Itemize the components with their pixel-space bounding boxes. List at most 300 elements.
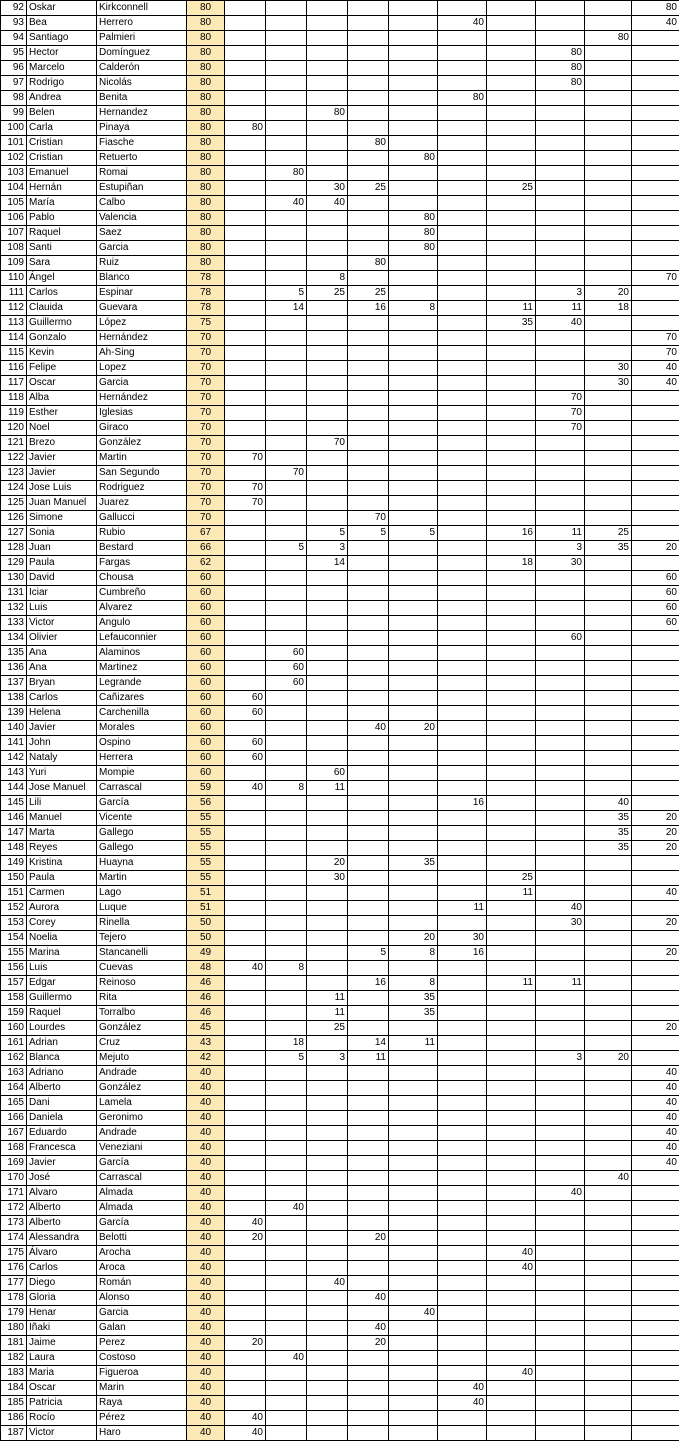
score-cell-4: 40 [348,1321,389,1336]
score-cell-1 [225,241,266,256]
score-cell-7 [487,46,536,61]
score-cell-5 [389,451,438,466]
score-cell-9 [585,781,632,796]
score-cell-6 [438,1321,487,1336]
rank-cell: 140 [1,721,27,736]
total-points-cell: 80 [187,46,225,61]
score-cell-9 [585,436,632,451]
score-cell-3 [307,346,348,361]
score-cell-4 [348,871,389,886]
rank-cell: 168 [1,1141,27,1156]
score-cell-6 [438,541,487,556]
score-cell-1: 70 [225,496,266,511]
first-name-cell: Javier [27,721,97,736]
score-cell-7 [487,796,536,811]
table-row [1,841,679,856]
last-name-cell: Blanco [97,271,187,286]
score-cell-8 [536,676,585,691]
score-cell-2 [266,1021,307,1036]
last-name-cell: Román [97,1276,187,1291]
score-cell-8 [536,481,585,496]
score-cell-8 [536,1111,585,1126]
score-cell-5 [389,901,438,916]
score-cell-9 [585,331,632,346]
score-cell-4 [348,241,389,256]
score-cell-8 [536,1126,585,1141]
total-points-cell: 46 [187,1006,225,1021]
first-name-cell: Jaime [27,1336,97,1351]
score-cell-2 [266,631,307,646]
score-cell-2 [266,1321,307,1336]
table-row [1,286,679,301]
score-cell-10: 40 [632,1156,679,1171]
score-cell-5 [389,556,438,571]
total-points-cell: 80 [187,196,225,211]
score-cell-3 [307,811,348,826]
score-cell-6 [438,436,487,451]
score-cell-10 [632,151,679,166]
score-cell-7 [487,1051,536,1066]
last-name-cell: Martinez [97,661,187,676]
last-name-cell: Galan [97,1321,187,1336]
rank-cell: 139 [1,706,27,721]
score-cell-9 [585,1381,632,1396]
score-cell-10 [632,31,679,46]
last-name-cell: Torralbo [97,1006,187,1021]
score-cell-4 [348,1,389,16]
table-row [1,676,679,691]
last-name-cell: Juarez [97,496,187,511]
first-name-cell: Sara [27,256,97,271]
score-cell-7 [487,751,536,766]
last-name-cell: López [97,316,187,331]
rank-cell: 104 [1,181,27,196]
score-cell-9 [585,316,632,331]
score-cell-10 [632,451,679,466]
score-cell-6 [438,616,487,631]
first-name-cell: Noel [27,421,97,436]
score-cell-3 [307,691,348,706]
score-cell-8 [536,1216,585,1231]
score-cell-2 [266,136,307,151]
first-name-cell: Carlos [27,286,97,301]
last-name-cell: Pérez [97,1411,187,1426]
score-cell-5 [389,181,438,196]
score-cell-3 [307,571,348,586]
score-cell-5 [389,376,438,391]
score-cell-10: 40 [632,16,679,31]
score-cell-3 [307,721,348,736]
score-cell-1 [225,1246,266,1261]
score-cell-1: 40 [225,961,266,976]
rank-cell: 125 [1,496,27,511]
score-cell-8: 40 [536,901,585,916]
score-cell-6 [438,751,487,766]
score-cell-2 [266,271,307,286]
rank-cell: 128 [1,541,27,556]
last-name-cell: Mompie [97,766,187,781]
score-cell-10 [632,706,679,721]
total-points-cell: 56 [187,796,225,811]
rank-cell: 121 [1,436,27,451]
last-name-cell: Luque [97,901,187,916]
score-cell-4 [348,46,389,61]
last-name-cell: Giraco [97,421,187,436]
score-cell-1: 60 [225,736,266,751]
rank-cell: 95 [1,46,27,61]
score-cell-9: 40 [585,1171,632,1186]
score-cell-4 [348,1306,389,1321]
score-cell-10 [632,61,679,76]
table-row [1,976,679,991]
score-cell-4: 80 [348,256,389,271]
score-cell-6 [438,856,487,871]
score-cell-6 [438,1051,487,1066]
score-cell-8 [536,856,585,871]
score-cell-4 [348,91,389,106]
rank-cell: 124 [1,481,27,496]
score-cell-1: 80 [225,121,266,136]
score-cell-3 [307,1366,348,1381]
score-cell-1 [225,601,266,616]
score-cell-10: 40 [632,1141,679,1156]
score-cell-7 [487,226,536,241]
score-cell-8: 3 [536,286,585,301]
score-cell-7 [487,1306,536,1321]
score-cell-8 [536,376,585,391]
table-row [1,571,679,586]
score-cell-3 [307,1081,348,1096]
score-cell-9 [585,136,632,151]
rank-cell: 159 [1,1006,27,1021]
score-cell-1 [225,571,266,586]
score-cell-3 [307,1171,348,1186]
table-row [1,1096,679,1111]
score-cell-7: 16 [487,526,536,541]
score-cell-5 [389,541,438,556]
score-cell-6 [438,1021,487,1036]
score-cell-1 [225,406,266,421]
table-row [1,511,679,526]
score-cell-3: 25 [307,1021,348,1036]
score-cell-3: 30 [307,181,348,196]
total-points-cell: 40 [187,1081,225,1096]
first-name-cell: Javier [27,1156,97,1171]
total-points-cell: 49 [187,946,225,961]
score-cell-1 [225,331,266,346]
score-cell-1 [225,991,266,1006]
last-name-cell: Palmieri [97,31,187,46]
score-cell-8 [536,586,585,601]
score-cell-5 [389,31,438,46]
score-cell-3: 20 [307,856,348,871]
score-cell-5: 80 [389,226,438,241]
score-cell-10 [632,1426,679,1441]
score-cell-8 [536,736,585,751]
score-cell-7: 25 [487,181,536,196]
first-name-cell: Victor [27,1426,97,1441]
score-cell-3 [307,481,348,496]
score-cell-3 [307,976,348,991]
score-cell-1 [225,1186,266,1201]
rank-cell: 127 [1,526,27,541]
total-points-cell: 40 [187,1291,225,1306]
score-cell-6 [438,121,487,136]
total-points-cell: 80 [187,91,225,106]
score-cell-10 [632,1306,679,1321]
score-cell-7 [487,1141,536,1156]
score-cell-2 [266,976,307,991]
score-cell-4 [348,1066,389,1081]
score-cell-3: 11 [307,991,348,1006]
total-points-cell: 60 [187,706,225,721]
rank-cell: 144 [1,781,27,796]
last-name-cell: Bestard [97,541,187,556]
score-cell-8 [536,1201,585,1216]
table-row [1,946,679,961]
total-points-cell: 80 [187,121,225,136]
score-cell-8 [536,466,585,481]
score-cell-10 [632,871,679,886]
score-cell-8 [536,721,585,736]
first-name-cell: Adriano [27,1066,97,1081]
score-cell-1: 60 [225,751,266,766]
score-cell-6 [438,331,487,346]
score-cell-3: 8 [307,271,348,286]
score-cell-8 [536,1261,585,1276]
last-name-cell: Carchenilla [97,706,187,721]
score-cell-2 [266,616,307,631]
score-cell-2 [266,601,307,616]
rank-cell: 118 [1,391,27,406]
score-cell-7 [487,1321,536,1336]
score-cell-5 [389,1066,438,1081]
first-name-cell: Daniela [27,1111,97,1126]
score-cell-5 [389,361,438,376]
score-cell-6 [438,1066,487,1081]
score-cell-8 [536,1171,585,1186]
first-name-cell: Paula [27,556,97,571]
total-points-cell: 70 [187,376,225,391]
score-cell-9 [585,121,632,136]
score-cell-1 [225,106,266,121]
score-cell-3 [307,451,348,466]
table-row [1,601,679,616]
score-cell-1 [225,301,266,316]
score-cell-7 [487,856,536,871]
first-name-cell: Oscar [27,1381,97,1396]
rank-cell: 122 [1,451,27,466]
score-cell-10 [632,1336,679,1351]
score-cell-1 [225,256,266,271]
first-name-cell: Luis [27,961,97,976]
score-cell-9 [585,61,632,76]
table-row [1,376,679,391]
score-cell-8 [536,166,585,181]
first-name-cell: Laura [27,1351,97,1366]
score-cell-9 [585,421,632,436]
first-name-cell: Olivier [27,631,97,646]
score-cell-9 [585,1126,632,1141]
score-cell-5 [389,781,438,796]
score-cell-8 [536,781,585,796]
rank-cell: 106 [1,211,27,226]
total-points-cell: 70 [187,331,225,346]
score-cell-8 [536,706,585,721]
score-cell-10 [632,796,679,811]
total-points-cell: 55 [187,871,225,886]
table-row [1,931,679,946]
rank-cell: 148 [1,841,27,856]
score-cell-5: 80 [389,211,438,226]
score-cell-1: 40 [225,781,266,796]
score-cell-6 [438,706,487,721]
score-cell-7 [487,916,536,931]
score-cell-2 [266,1096,307,1111]
table-row [1,1156,679,1171]
score-cell-7 [487,1006,536,1021]
score-cell-5 [389,1,438,16]
score-cell-8 [536,886,585,901]
score-cell-2 [266,1186,307,1201]
table-row [1,346,679,361]
score-cell-5 [389,1396,438,1411]
table-row [1,1321,679,1336]
score-cell-9 [585,736,632,751]
table-row [1,1006,679,1021]
score-cell-8 [536,271,585,286]
score-cell-8 [536,1351,585,1366]
total-points-cell: 80 [187,61,225,76]
score-cell-6 [438,256,487,271]
table-row [1,556,679,571]
score-cell-4: 16 [348,976,389,991]
score-cell-5 [389,571,438,586]
score-cell-5: 20 [389,931,438,946]
first-name-cell: Ana [27,646,97,661]
score-cell-8 [536,751,585,766]
score-cell-5 [389,256,438,271]
score-cell-8 [536,1021,585,1036]
score-cell-5 [389,616,438,631]
score-cell-9 [585,1351,632,1366]
rank-cell: 120 [1,421,27,436]
score-cell-1 [225,586,266,601]
score-cell-2: 40 [266,196,307,211]
rank-cell: 107 [1,226,27,241]
rank-cell: 136 [1,661,27,676]
score-cell-6 [438,1231,487,1246]
first-name-cell: Juan [27,541,97,556]
last-name-cell: Retuerto [97,151,187,166]
score-cell-4 [348,1141,389,1156]
score-cell-5 [389,916,438,931]
table-row [1,721,679,736]
table-row [1,901,679,916]
score-cell-7 [487,1171,536,1186]
score-cell-4 [348,76,389,91]
score-cell-1 [225,631,266,646]
score-cell-6 [438,241,487,256]
first-name-cell: Hector [27,46,97,61]
table-row [1,646,679,661]
score-cell-4 [348,556,389,571]
score-cell-7 [487,76,536,91]
score-cell-1 [225,466,266,481]
score-cell-5 [389,601,438,616]
score-cell-8: 60 [536,631,585,646]
score-cell-2 [266,1156,307,1171]
first-name-cell: Carla [27,121,97,136]
score-cell-10: 40 [632,1096,679,1111]
score-cell-8 [536,136,585,151]
score-cell-6 [438,286,487,301]
last-name-cell: García [97,1156,187,1171]
score-cell-8 [536,616,585,631]
score-cell-4: 70 [348,511,389,526]
score-cell-4 [348,1021,389,1036]
score-cell-7 [487,256,536,271]
score-cell-9 [585,661,632,676]
rank-cell: 133 [1,616,27,631]
table-row [1,961,679,976]
score-cell-10 [632,436,679,451]
score-cell-3 [307,886,348,901]
first-name-cell: Luis [27,601,97,616]
last-name-cell: Ruiz [97,256,187,271]
total-points-cell: 60 [187,751,225,766]
table-row [1,736,679,751]
score-cell-7 [487,571,536,586]
score-cell-10 [632,661,679,676]
score-cell-9: 80 [585,31,632,46]
score-cell-10 [632,1381,679,1396]
score-cell-8 [536,181,585,196]
score-cell-4 [348,1396,389,1411]
score-cell-10 [632,1246,679,1261]
score-cell-2: 18 [266,1036,307,1051]
score-cell-3 [307,1246,348,1261]
score-cell-10 [632,631,679,646]
score-cell-1: 40 [225,1426,266,1441]
total-points-cell: 51 [187,901,225,916]
rank-cell: 129 [1,556,27,571]
score-cell-3 [307,1036,348,1051]
score-cell-4 [348,106,389,121]
last-name-cell: Pinaya [97,121,187,136]
score-cell-4: 5 [348,946,389,961]
score-cell-10 [632,121,679,136]
rank-cell: 111 [1,286,27,301]
score-cell-3 [307,91,348,106]
last-name-cell: Mejuto [97,1051,187,1066]
score-cell-4 [348,1381,389,1396]
score-cell-4 [348,1006,389,1021]
score-cell-7 [487,376,536,391]
total-points-cell: 43 [187,1036,225,1051]
last-name-cell: Hernández [97,391,187,406]
last-name-cell: Belotti [97,1231,187,1246]
score-cell-10 [632,76,679,91]
last-name-cell: González [97,1081,187,1096]
first-name-cell: David [27,571,97,586]
score-cell-8 [536,16,585,31]
score-cell-3 [307,1306,348,1321]
score-cell-6 [438,226,487,241]
score-cell-4 [348,1216,389,1231]
score-cell-5 [389,391,438,406]
score-cell-3 [307,511,348,526]
